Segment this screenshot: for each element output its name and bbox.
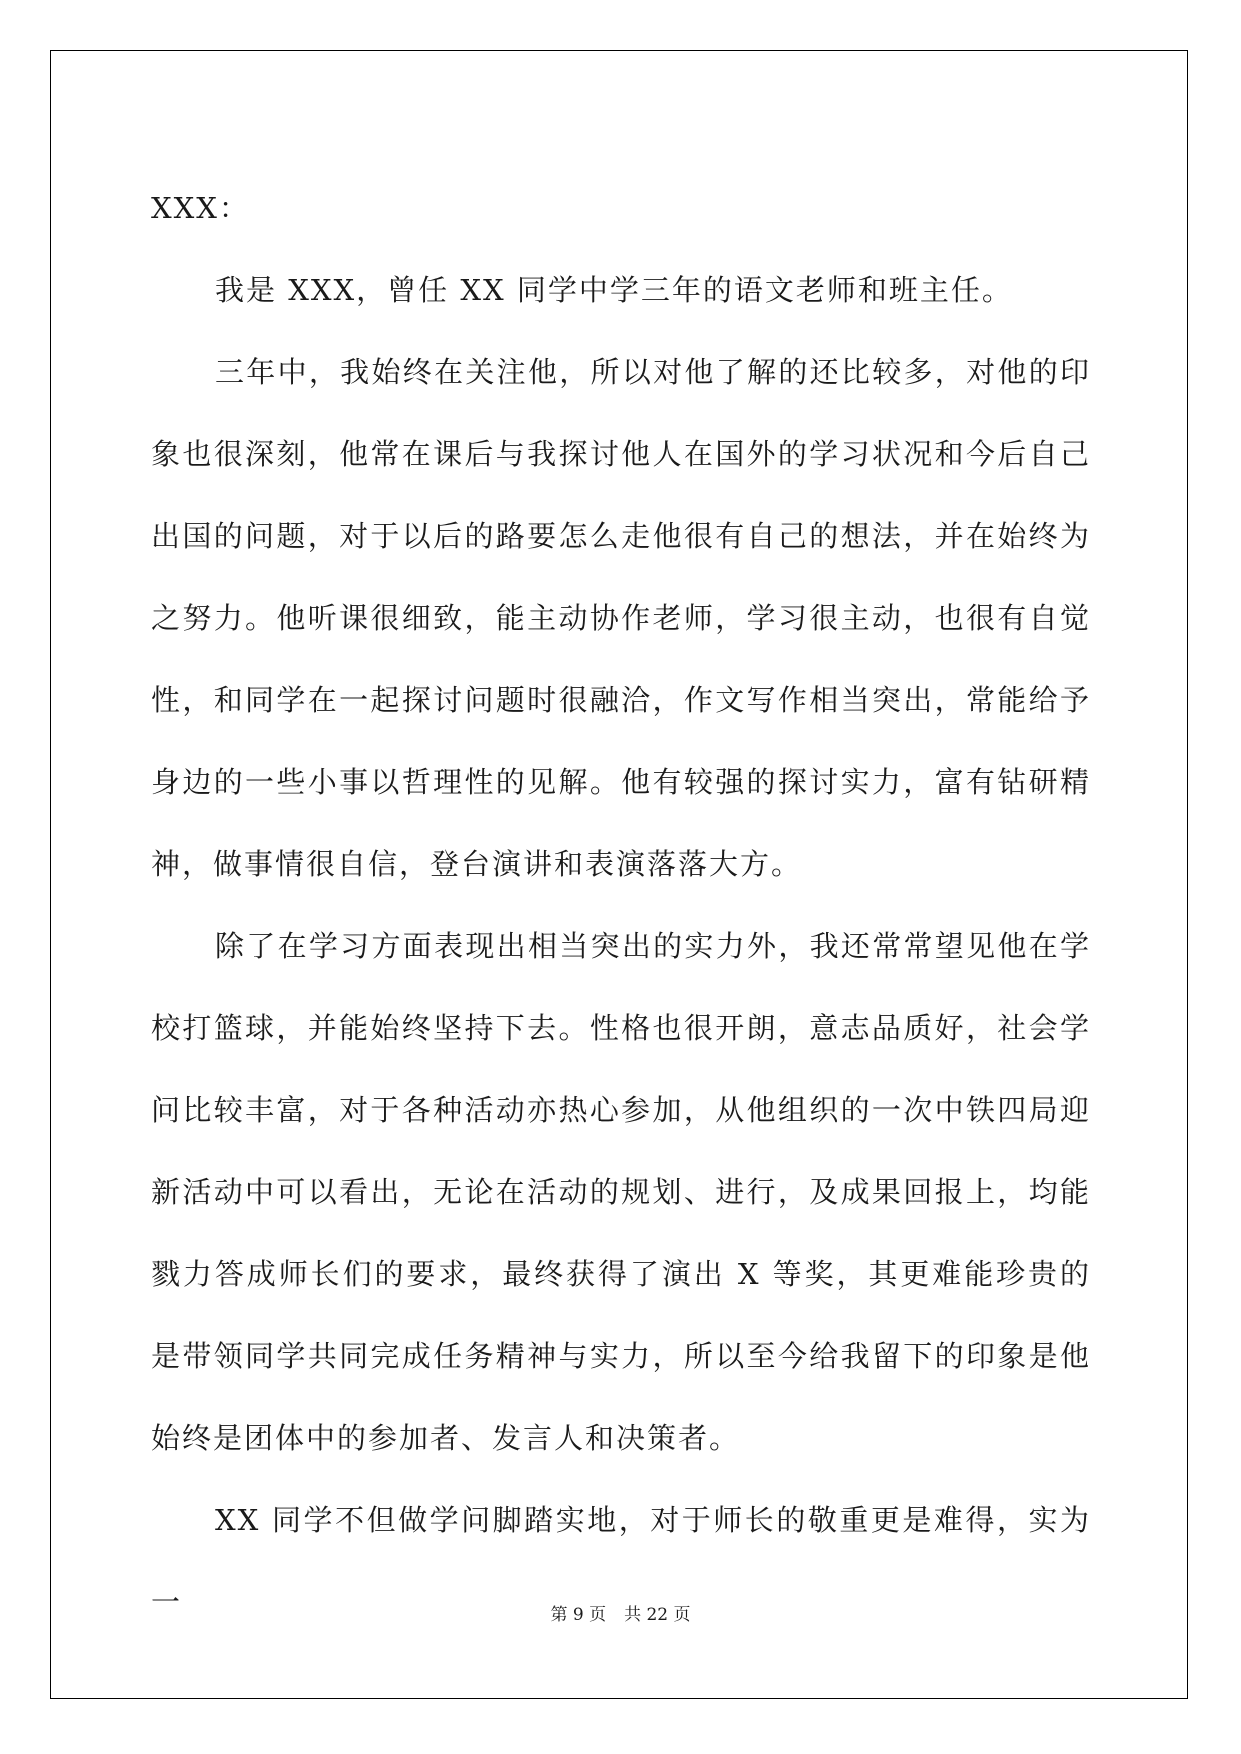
page-total: 共 22 页: [624, 1605, 691, 1625]
salutation: XXX：: [151, 191, 250, 225]
paragraph-activities: 除了在学习方面表现出相当突出的实力外，我还常常望见他在学校打篮球，并能始终坚持下去。性格也很开朗，意志品质好，社会学问比较丰富，对于各种活动亦热心参加，从他组织的一次中铁四局迎新活动中可以看出，无论在活动的规划、进行，及成果回报上，均能戮力答成师长们的要求，最终获得了演出 X 等奖，其更难能珍贵的是带领同学共同完成任务精神与实力，所以至今给我留下的印象是他始终是团体中的参加者、发言人和决策者。: [151, 929, 1091, 1455]
paragraph-study-impression: 三年中，我始终在关注他，所以对他了解的还比较多，对他的印象也很深刻，他常在课后与我探讨他人在国外的学习状况和今后自己出国的问题，对于以后的路要怎么走他很有自己的想法，并在始终为之努力。他听课很细致，能主动协作老师，学习很主动，也很有自觉性，和同学在一起探讨问题时很融洽，作文写作相当突出，常能给予身边的一些小事以哲理性的见解。他有较强的探讨实力，富有钻研精神，做事情很自信，登台演讲和表演落落大方。: [151, 355, 1091, 881]
paragraph-respect: XX 同学不但做学问脚踏实地，对于师长的敬重更是难得，实为一: [151, 1503, 1091, 1619]
page-number: 第 9 页: [550, 1605, 607, 1625]
paragraph-introduction: 我是 XXX，曾任 XX 同学中学三年的语文老师和班主任。: [215, 273, 1013, 307]
page-footer: [0, 1603, 1241, 1627]
letter-body: [151, 167, 1091, 1643]
